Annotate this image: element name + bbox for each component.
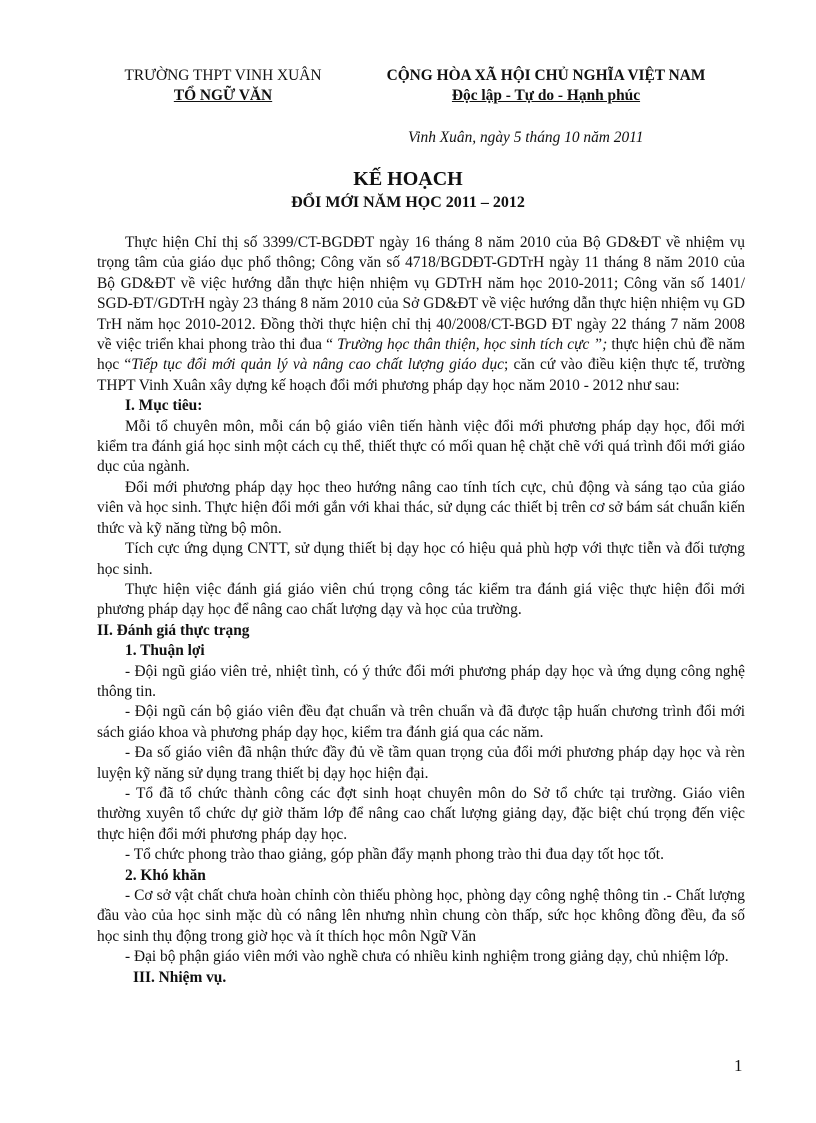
page-number: 1	[734, 1056, 743, 1075]
difficulty-item: - Cơ sở vật chất chưa hoàn chỉnh còn thiếu phòng học, phòng dạy công nghệ thông tin .- Chất lượng đầu vào của học sinh mặc dù có nâng lên nhưng nhìn chung còn thấp, sức học không đồng đều, đa số học sinh thụ động trong giờ học và ít thích học môn Ngữ Văn	[97, 887, 745, 945]
section-1-paragraph: Mỗi tổ chuyên môn, mỗi cán bộ giáo viên tiến hành việc đổi mới phương pháp dạy học, đổi mới kiểm tra đánh giá học sinh một cách cụ thể, thiết thực có mối quan hệ chặt chẽ với quá trình đổi mới giáo dục của ngành.	[97, 417, 745, 476]
header-left	[98, 66, 348, 106]
section-3-heading: III. Nhiệm vụ.	[133, 968, 227, 986]
section-1-paragraph: Tích cực ứng dụng CNTT, sử dụng thiết bị dạy học có hiệu quả phù hợp với thực tiễn và đối tượng học sinh.	[97, 540, 745, 578]
advantage-item: - Tổ chức phong trào thao giảng, góp phần đẩy mạnh phong trào thi đua dạy tốt học tốt.	[125, 846, 664, 864]
department-name: TỔ NGỮ VĂN	[173, 87, 273, 104]
section-2-heading: II. Đánh giá thực trạng	[97, 621, 250, 639]
subsection-difficulties-heading: 2. Khó khăn	[125, 866, 206, 884]
advantage-item: - Đội ngũ cán bộ giáo viên đều đạt chuẩn và trên chuẩn và đã được tập huấn chương trình đổi mới sách giáo khoa và phương pháp dạy học, kiểm tra đánh giá qua các năm.	[97, 703, 745, 741]
difficulty-item: - Đại bộ phận giáo viên mới vào nghề chưa có nhiều kinh nghiệm trong giảng dạy, chủ nhiệm lớp.	[125, 948, 729, 966]
intro-text-3: ; căn cứ vào điều kiện thực tế, trường THPT Vinh Xuân xây dựng kế hoạch đổi mới phương pháp dạy học năm 2010 - 2012 như sau:	[97, 356, 745, 394]
document-title: KẾ HOẠCH	[353, 168, 463, 190]
section-1-heading: I. Mục tiêu:	[125, 397, 203, 415]
document-body	[97, 233, 745, 988]
section-1-paragraph: Đổi mới phương pháp dạy học theo hướng nâng cao tính tích cực, chủ động và sáng tạo của giáo viên và học sinh. Thực hiện đổi mới gắn với khai thác, sử dụng các thiết bị trên cơ sở bám sát chuẩn kiến thức và kỹ năng từng bộ môn.	[97, 478, 745, 537]
intro-text-2: thực hiện chủ đề năm học “	[97, 336, 745, 374]
advantage-item: - Đội ngũ giáo viên trẻ, nhiệt tình, có ý thức đổi mới phương pháp dạy học và ứng dụng công nghệ thông tin.	[97, 662, 745, 700]
country-name: CỘNG HÒA XÃ HỘI CHỦ NGHĨA VIỆT NAM	[386, 67, 706, 84]
intro-italic-1: Trường học thân thiện, học sinh tích cực ”;	[333, 336, 608, 354]
school-name: TRƯỜNG THPT VINH XUÂN	[124, 67, 322, 84]
document-subtitle: ĐỔI MỚI NĂM HỌC 2011 – 2012	[291, 194, 525, 211]
intro-italic-2: Tiếp tục đổi mới quản lý và nâng cao chất lượng giáo dục	[131, 356, 505, 374]
header-right	[352, 66, 740, 106]
section-1-paragraph: Thực hiện việc đánh giá giáo viên chú trọng công tác kiểm tra đánh giá việc thực hiện đổi mới phương pháp dạy học để nâng cao chất lượng dạy và học của trường.	[97, 580, 745, 619]
intro-paragraph	[97, 233, 745, 396]
advantage-item: - Đa số giáo viên đã nhận thức đầy đủ về tầm quan trọng của đổi mới phương pháp dạy học và rèn luyện kỹ năng sử dụng trang thiết bị dạy học hiện đại.	[97, 744, 745, 782]
document-date: Vinh Xuân, ngày 5 tháng 10 năm 2011	[408, 129, 644, 146]
intro-text-1: Thực hiện Chỉ thị số 3399/CT-BGDĐT ngày 16 tháng 8 năm 2010 của Bộ GD&ĐT về nhiệm vụ trọng tâm của giáo dục phổ thông; Công văn số 4718/BGDĐT-GDTrH ngày 11 tháng 8 năm 2010 của Bộ GD&ĐT về việc hướng dẫn thực hiện nhiệm vụ GDTrH năm học 2010-2011; Công văn số 1401/ SGD-ĐT/GDTrH ngày 23 tháng 8 năm 2010 của Sở GD&ĐT về việc hướng dẫn thực hiện nhiệm vụ GD TrH năm học 2010-2012. Đồng thời thực hiện chỉ thị 40/2008/CT-BGD ĐT ngày 22 tháng 7 năm 2008 về việc triển khai phong trào thi đua “	[97, 234, 745, 354]
advantage-item: - Tổ đã tổ chức thành công các đợt sinh hoạt chuyên môn do Sở tổ chức tại trường. Giáo viên thường xuyên tổ chức dự giờ thăm lớp để nâng cao chất lượng giảng dạy, đặc biệt chú trọng đến việc thực hiện đổi mới phương pháp dạy học.	[97, 784, 745, 843]
national-motto: Độc lập - Tự do - Hạnh phúc	[451, 87, 641, 104]
subsection-advantages-heading: 1. Thuận lợi	[125, 642, 205, 660]
